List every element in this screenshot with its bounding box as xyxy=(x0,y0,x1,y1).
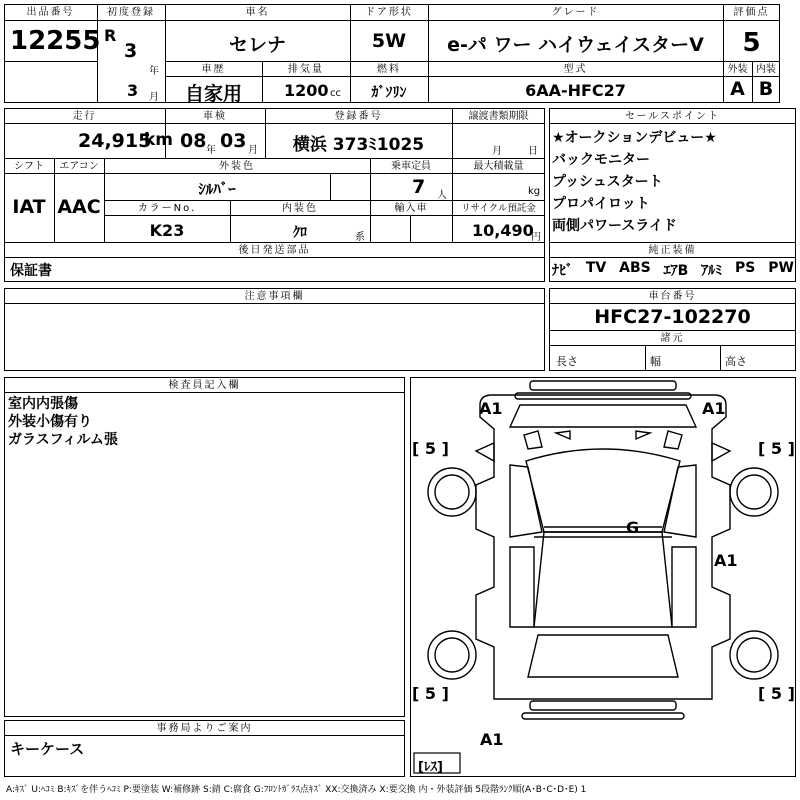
lot-number: 12255 xyxy=(10,26,101,56)
capacity-unit: 人 xyxy=(437,190,447,201)
score: 5 xyxy=(742,28,761,58)
inspector-notes xyxy=(8,395,118,449)
plate-number: 横浜 373ﾐ1025 xyxy=(292,135,425,155)
later-parts-label: 後日発送部品 xyxy=(238,245,311,256)
damage-a1-front-left: A1 xyxy=(479,399,503,418)
damage-a1-rear: A1 xyxy=(480,730,504,749)
recycle-amount: 10,490 xyxy=(472,221,534,240)
sales-point: プロパイロット xyxy=(552,196,650,212)
length-label: 長さ xyxy=(556,355,578,368)
car-name: セレナ xyxy=(228,34,286,56)
car-name-label: 車名 xyxy=(245,7,270,18)
history: 自家用 xyxy=(184,83,242,105)
chassis-label: 車台番号 xyxy=(648,291,697,302)
model: 6AA-HFC27 xyxy=(525,81,626,100)
import-label: 輸入車 xyxy=(394,203,428,214)
damage-a1-right: A1 xyxy=(714,551,738,570)
grade-label: グレード xyxy=(551,7,600,18)
sales-point: 両側パワースライド xyxy=(552,218,677,234)
door-label: ドア形状 xyxy=(365,7,413,18)
ext-color: ｼﾙﾊﾞｰ xyxy=(198,180,236,198)
mileage: 24,915 xyxy=(78,130,152,152)
inspector-note: 外装小傷有り xyxy=(8,414,92,430)
capacity-label: 乗車定員 xyxy=(391,161,431,172)
equipment-list xyxy=(552,260,794,280)
transfer-month-unit: 月 xyxy=(492,146,502,157)
sales-points-label: セールスポイント xyxy=(624,111,721,122)
recycle-label: リサイクル預託金 xyxy=(461,203,536,214)
sales-points-list xyxy=(552,127,717,237)
shift: IAT xyxy=(12,196,46,218)
interior-grade: B xyxy=(758,78,774,100)
equipment-item: PW xyxy=(768,260,794,276)
inspection-month: 03 xyxy=(220,130,247,152)
width-label: 幅 xyxy=(650,355,661,368)
inspection-year-unit: 年 xyxy=(206,145,216,156)
inspector-note: ガラスフィルム張 xyxy=(8,432,118,448)
spec-label: 諸元 xyxy=(660,333,685,344)
inspection-year: 08 xyxy=(180,130,207,152)
displacement: 1200 xyxy=(284,81,329,100)
equipment-item: ｴｱB xyxy=(663,263,689,279)
car-diagram xyxy=(410,377,796,777)
int-color-label: 内装色 xyxy=(282,203,318,214)
equipment-item: PS xyxy=(735,260,756,276)
fuel: ｶﾞｿﾘﾝ xyxy=(371,85,407,101)
shift-label: シフト xyxy=(14,161,44,172)
displacement-label: 排気量 xyxy=(288,64,324,75)
damage-a1-front-right: A1 xyxy=(702,399,726,418)
notes-label: 注意事項欄 xyxy=(244,291,305,302)
tire-rear-right: [ 5 ] xyxy=(758,684,795,703)
tire-front-right: [ 5 ] xyxy=(758,439,795,458)
inspector-note: 室内内張傷 xyxy=(8,396,78,412)
equipment-item: ﾅﾋﾞ xyxy=(552,263,573,279)
sales-point: プッシュスタート xyxy=(552,174,663,190)
legend: A:ｷｽﾞ U:ﾍｺﾐ B:ｷｽﾞを伴うﾍｺﾐ P:要塗装 W:補修跡 S:錆 C:腐食 G:ﾌﾛﾝﾄｶﾞﾗｽ点ｷｽﾞ XX:交換済み X:要交換 内・外装評価 5段階ﾗﾝｸ順(A･B･C･D･E) 1 xyxy=(6,785,587,795)
fuel-label: 燃料 xyxy=(377,64,401,75)
tire-rear-left: [ 5 ] xyxy=(412,684,449,703)
year-unit: 年 xyxy=(149,66,159,77)
int-color: ｸﾛ xyxy=(293,225,307,241)
inspection-month-unit: 月 xyxy=(248,145,258,156)
equipment-item: ｱﾙﾐ xyxy=(701,263,723,279)
ac: AAC xyxy=(57,196,101,218)
transfer-day-unit: 日 xyxy=(528,146,538,157)
office-note: キーケース xyxy=(10,740,85,758)
inspector-label: 検査員記入欄 xyxy=(168,380,241,391)
sales-point: ★オークションデビュー★ xyxy=(552,130,717,146)
int-color-unit: 系 xyxy=(355,232,365,243)
score-label: 評価点 xyxy=(733,7,770,18)
color-no: K23 xyxy=(149,221,185,240)
color-no-label: カラーNo. xyxy=(137,203,197,214)
transfer-label: 譲渡書類期限 xyxy=(468,111,529,122)
height-label: 高さ xyxy=(725,355,747,368)
reg-month: 3 xyxy=(127,81,139,100)
ac-label: エアコン xyxy=(59,161,99,172)
model-label: 型式 xyxy=(563,64,588,75)
door-type: 5W xyxy=(371,30,407,52)
load-unit: kg xyxy=(528,186,541,197)
grade: e-パ ワー ハイウェイスターV xyxy=(447,34,704,56)
recycle-unit: 円 xyxy=(531,232,541,243)
load-label: 最大積載量 xyxy=(473,161,524,172)
exterior-grade: A xyxy=(730,78,745,100)
month-unit: 月 xyxy=(149,92,159,103)
displacement-unit: cc xyxy=(330,88,341,99)
equipment-label: 純正装備 xyxy=(648,245,697,256)
plate-label: 登録番号 xyxy=(334,111,383,122)
damage-g-windshield: G xyxy=(626,518,640,537)
chassis-number: HFC27-102270 xyxy=(594,306,751,328)
reg-year: 3 xyxy=(124,40,138,62)
ext-color-label: 外装色 xyxy=(219,161,255,172)
equipment-item: TV xyxy=(585,260,607,276)
inspection-label: 車検 xyxy=(203,111,227,122)
lot-label: 出品番号 xyxy=(26,7,75,18)
mileage-unit: km xyxy=(144,130,174,150)
tire-front-left: [ 5 ] xyxy=(412,439,449,458)
interior-label: 内装 xyxy=(756,64,776,75)
later-parts: 保証書 xyxy=(10,263,52,279)
sales-point: バックモニター xyxy=(552,152,650,168)
equipment-item: ABS xyxy=(619,260,651,276)
exterior-label: 外装 xyxy=(727,64,748,75)
capacity: 7 xyxy=(412,176,426,198)
mileage-label: 走行 xyxy=(72,111,97,122)
history-label: 車歴 xyxy=(201,64,226,75)
first-reg-label: 初度登録 xyxy=(107,7,155,18)
office-label: 事務局よりご案内 xyxy=(156,723,253,734)
spare-tire: [ﾚｽ] xyxy=(418,760,443,775)
era: R xyxy=(104,26,117,45)
